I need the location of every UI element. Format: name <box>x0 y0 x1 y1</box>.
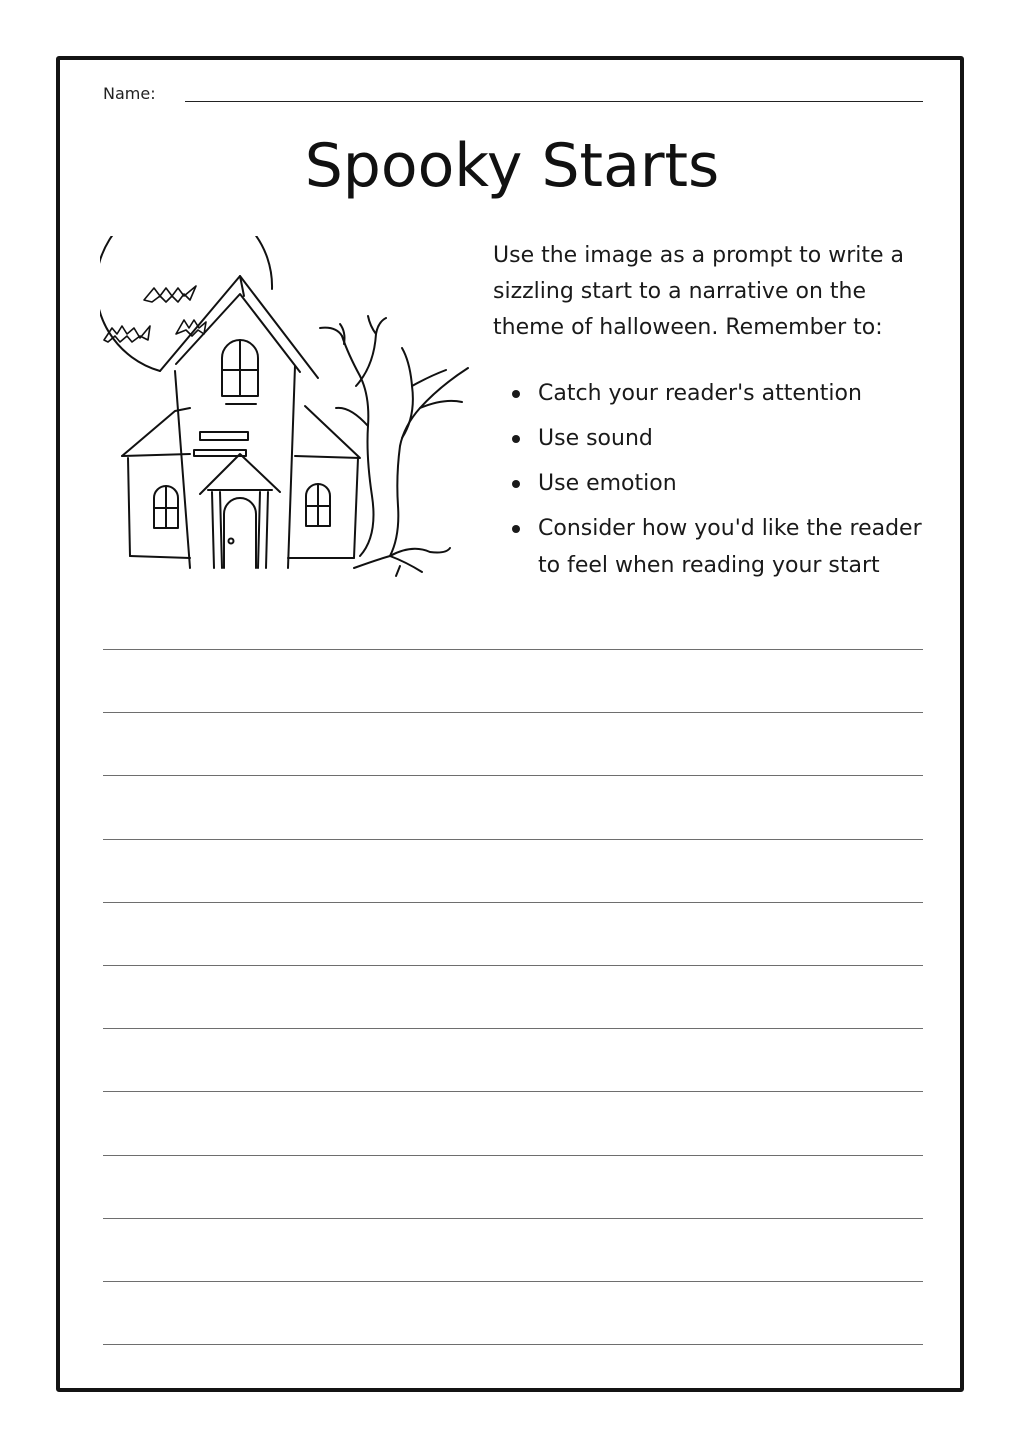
list-item <box>510 420 930 457</box>
list-item <box>510 375 930 412</box>
bullet-icon <box>512 390 520 398</box>
prompt-text: Use the image as a prompt to write a sizzling start to a narrative on the theme of halloween. Remember to: <box>493 243 904 340</box>
writing-line[interactable] <box>103 1344 923 1407</box>
writing-line[interactable] <box>103 1218 923 1281</box>
tips-list <box>510 375 930 592</box>
writing-line[interactable] <box>103 775 923 838</box>
writing-line[interactable] <box>103 965 923 1028</box>
name-row <box>103 84 923 106</box>
tip-text: Use sound <box>538 426 653 451</box>
tip-text: Consider how you'd like the reader to feel when reading your start <box>538 516 922 578</box>
writing-line[interactable] <box>103 1091 923 1154</box>
writing-line[interactable] <box>103 1028 923 1091</box>
bullet-icon <box>512 435 520 443</box>
writing-line[interactable] <box>103 649 923 712</box>
haunted-house-icon <box>100 236 480 581</box>
writing-area[interactable] <box>103 649 923 1407</box>
writing-line[interactable] <box>103 1281 923 1344</box>
writing-line[interactable] <box>103 839 923 902</box>
name-input-line[interactable] <box>185 101 923 102</box>
list-item <box>510 510 930 584</box>
page-title: Spooky Starts <box>304 131 720 201</box>
writing-line[interactable] <box>103 712 923 775</box>
tip-text: Use emotion <box>538 471 677 496</box>
name-label: Name: <box>103 84 156 103</box>
bullet-icon <box>512 480 520 488</box>
tip-text: Catch your reader's attention <box>538 381 862 406</box>
bullet-icon <box>512 525 520 533</box>
writing-line[interactable] <box>103 902 923 965</box>
list-item <box>510 465 930 502</box>
writing-line[interactable] <box>103 1155 923 1218</box>
